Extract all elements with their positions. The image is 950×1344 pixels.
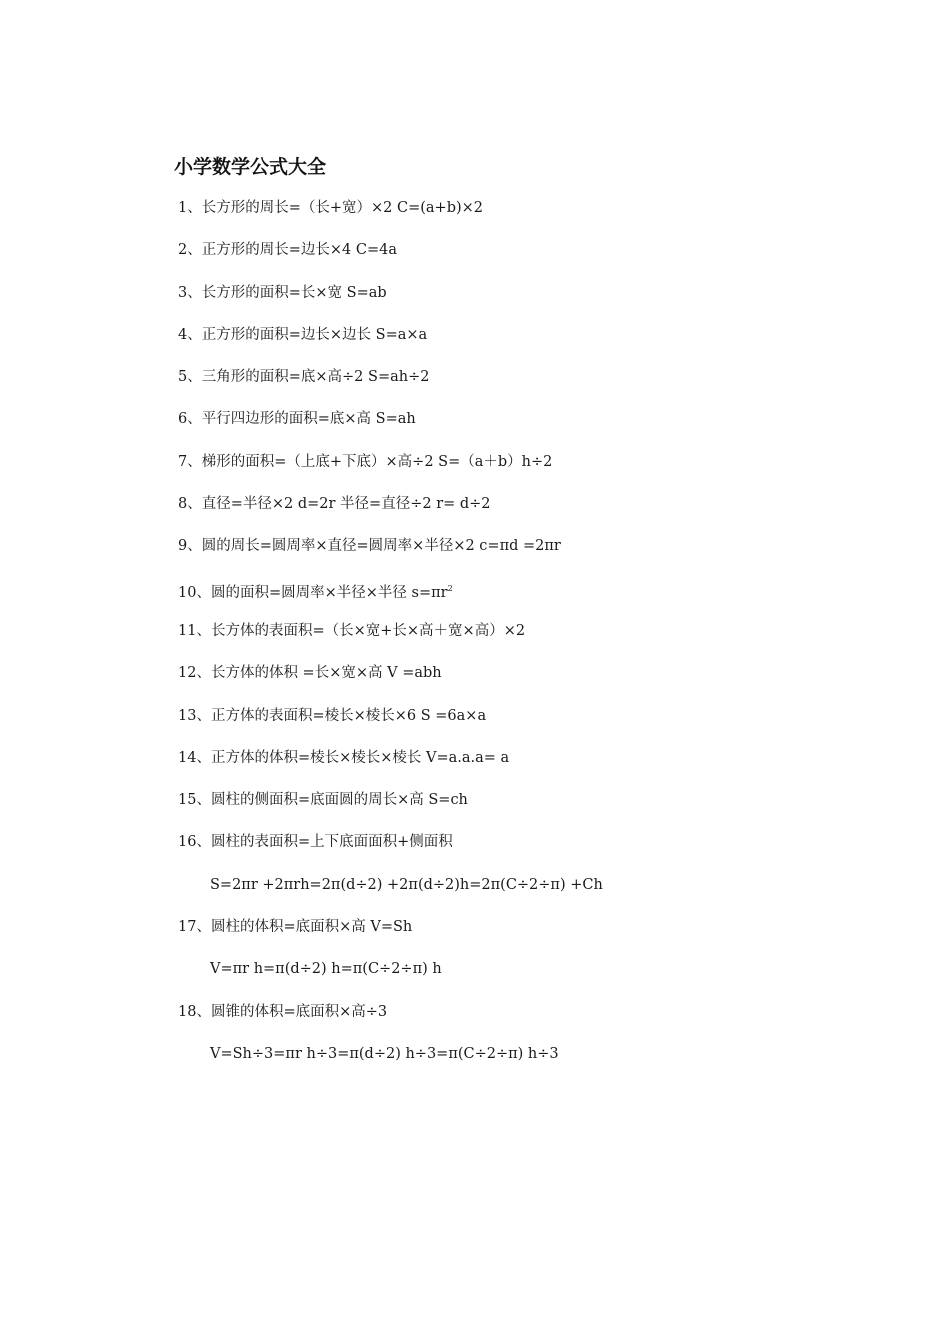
formula-line: 9、圆的周长=圆周率×直径=圆周率×半径×2 c=πd =2πr — [178, 538, 561, 555]
page-title: 小学数学公式大全 — [174, 156, 327, 178]
formula-continuation: S=2πr +2πrh=2π(d÷2) +2π(d÷2)h=2π(C÷2÷π) +Ch — [210, 876, 603, 893]
superscript-exponent: 2 — [447, 583, 453, 593]
formula-line: 1、长方形的周长=（长+宽）×2 C=(a+b)×2 — [178, 200, 484, 216]
formula-line-circle-area — [178, 577, 878, 619]
formula-line: 7、梯形的面积=（上底+下底）×高÷2 S=（a＋b）h÷2 — [178, 453, 553, 470]
formula-line: 17、圆柱的体积=底面积×高 V=Sh — [178, 919, 413, 936]
formula-line: 16、圆柱的表面积=上下底面面积+侧面积 — [178, 834, 453, 851]
formula-line: 8、直径=半径×2 d=2r 半径=直径÷2 r= d÷2 — [178, 496, 491, 513]
formula-line: 5、三角形的面积=底×高÷2 S=ah÷2 — [178, 369, 430, 386]
formula-text: 10、圆的面积=圆周率×半径×半径 s=πr — [178, 584, 448, 601]
formula-line: 13、正方体的表面积=棱长×棱长×6 S =6a×a — [178, 707, 487, 724]
formula-line: 18、圆锥的体积=底面积×高÷3 — [178, 1003, 388, 1020]
formula-line: 12、长方体的体积 =长×宽×高 V =abh — [178, 665, 442, 682]
formula-line: 14、正方体的体积=棱长×棱长×棱长 V=a.a.a= a — [178, 749, 510, 766]
formula-line: 3、长方形的面积=长×宽 S=ab — [178, 284, 387, 301]
formula-line: 4、正方形的面积=边长×边长 S=a×a — [178, 326, 428, 343]
formula-continuation: V=πr h=π(d÷2) h=π(C÷2÷π) h — [210, 961, 442, 978]
formula-line: 6、平行四边形的面积=底×高 S=ah — [178, 411, 416, 428]
formula-line: 15、圆柱的侧面积=底面圆的周长×高 S=ch — [178, 792, 468, 809]
formula-line: 11、长方体的表面积=（长×宽+长×高＋宽×高）×2 — [178, 622, 526, 639]
formula-continuation: V=Sh÷3=πr h÷3=π(d÷2) h÷3=π(C÷2÷π) h÷3 — [210, 1045, 559, 1062]
formula-list — [178, 196, 878, 1084]
formula-line: 2、正方形的周长=边长×4 C=4a — [178, 242, 397, 259]
